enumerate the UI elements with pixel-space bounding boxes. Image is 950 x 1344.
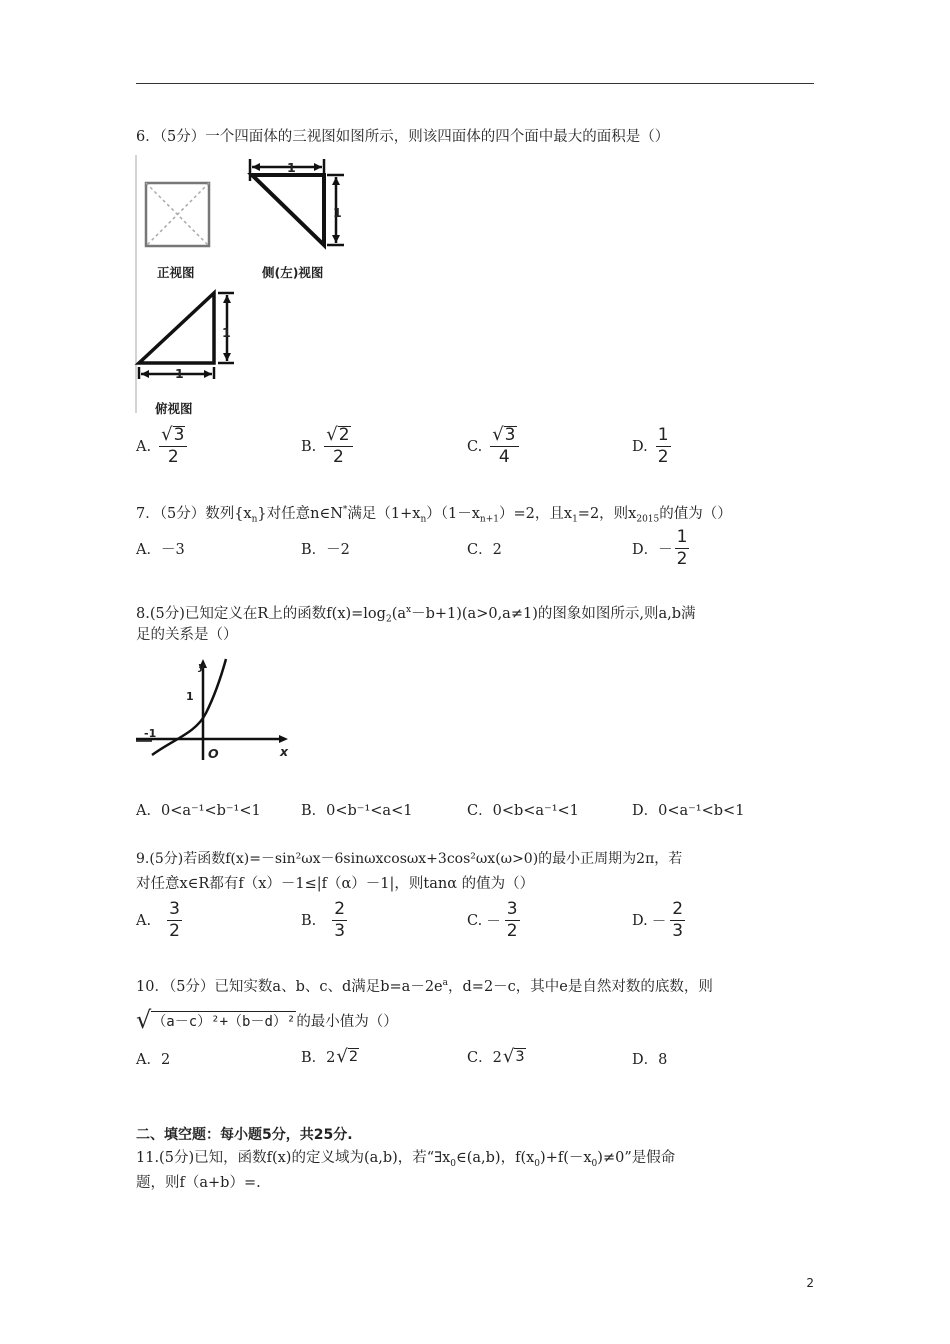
fraction: $\frac{1}{2}$ bbox=[676, 527, 688, 569]
q10-option-c[interactable]: C．2 √ 3 bbox=[467, 1045, 525, 1067]
question-7-text: 7．（5分）数列$\{x_n\}$对任意n∈N*满足$(1+x_n)(1-x_{n+1})=2$，且$x_1=2$，则$x_{2015}$的值为（） bbox=[136, 505, 732, 525]
fraction: $\frac{3}{2}$ bbox=[506, 899, 518, 941]
graph-y-label: y bbox=[198, 660, 206, 673]
side-view-drawing bbox=[250, 159, 344, 245]
q10-option-a[interactable]: A．2 bbox=[136, 1052, 171, 1068]
top-height-dim-label: 1 bbox=[222, 325, 231, 340]
q7-option-a[interactable]: A．－3 bbox=[136, 542, 185, 558]
q6-option-b[interactable]: B. √ 2 2 bbox=[301, 426, 353, 467]
side-top-dim-label: 1 bbox=[287, 160, 296, 175]
front-view-caption: 正视图 bbox=[157, 265, 195, 280]
q9-option-a[interactable]: A. $\frac{3}{2}$ bbox=[136, 899, 180, 941]
q9-option-b[interactable]: B. $\frac{2}{3}$ bbox=[301, 899, 346, 941]
header-rule bbox=[136, 83, 814, 84]
sqrt: √ 3 bbox=[502, 1045, 525, 1067]
side-height-dim-label: 1 bbox=[333, 205, 342, 220]
question-8-line-2: 足的关系是（） bbox=[136, 627, 238, 643]
q6-option-c[interactable]: C. √ 3 4 bbox=[467, 426, 519, 467]
top-view-drawing bbox=[139, 293, 234, 379]
fraction: $\frac{3}{2}$ bbox=[169, 899, 180, 941]
q10-option-d[interactable]: D．8 bbox=[632, 1052, 668, 1068]
fraction: √ 3 4 bbox=[490, 426, 518, 467]
q8-option-b[interactable]: B．0<b⁻¹<a<1 bbox=[301, 803, 413, 819]
question-10-line-2: √ （a－c）²+（b－d）² 的最小值为（） bbox=[136, 1006, 398, 1034]
question-6-text: 6．（5分）一个四面体的三视图如图所示，则该四面体的四个面中最大的面积是（） bbox=[136, 129, 670, 145]
q7-option-d[interactable]: D．－ $\frac{1}{2}$ bbox=[632, 527, 688, 569]
question-11-line-2: 题，则f（a+b）=. bbox=[136, 1175, 261, 1191]
q8-option-d[interactable]: D．0<a⁻¹<b<1 bbox=[632, 803, 745, 819]
q7-option-c[interactable]: C．2 bbox=[467, 542, 502, 558]
q8-option-c[interactable]: C．0<b<a⁻¹<1 bbox=[467, 803, 579, 819]
q9-option-c[interactable]: C. － $\frac{3}{2}$ bbox=[467, 899, 518, 941]
graph-neg1-label: -1 bbox=[144, 727, 157, 740]
question-9-line-2: 对任意x∈R都有f（x）－1≤|f（α）－1|，则tanα 的值为（） bbox=[136, 876, 535, 892]
front-view-drawing bbox=[146, 183, 209, 246]
fraction: $\frac{2}{3}$ bbox=[334, 899, 346, 941]
q8-option-a[interactable]: A．0<a⁻¹<b⁻¹<1 bbox=[136, 803, 261, 819]
q7-option-b[interactable]: B．－2 bbox=[301, 542, 350, 558]
q10-option-b[interactable]: B．2 √ 2 bbox=[301, 1045, 359, 1067]
sqrt-expression: √ （a－c）²+（b－d）² bbox=[136, 1006, 296, 1034]
page-number: 2 bbox=[806, 1276, 814, 1290]
fraction: $\frac{1}{2}$ bbox=[657, 425, 669, 467]
question-8-line-1: 8.(5分)已知定义在R上的函数$f(x)=\log_2(a^x-b+1)(a>0,a\ne 1)$的图象如图所示,则a,b满 bbox=[136, 605, 696, 625]
q6-option-d[interactable]: D. $\frac{1}{2}$ bbox=[632, 425, 669, 467]
fraction: √ 2 2 bbox=[324, 426, 352, 467]
section-2-heading: 二、填空题：每小题5分，共25分. bbox=[136, 1127, 353, 1143]
graph-1-label: 1 bbox=[186, 690, 194, 703]
fraction: √ 3 2 bbox=[159, 426, 187, 467]
sqrt: √ 2 bbox=[336, 1045, 359, 1067]
graph-x-label: x bbox=[280, 744, 289, 759]
question-10-line-1: 10．（5分）已知实数a、b、c、d满足$b=a-2e^a$，d=2－c，其中e是自然对数的底数，则 bbox=[136, 978, 713, 995]
q9-option-d[interactable]: D. － $\frac{2}{3}$ bbox=[632, 899, 684, 941]
three-view-figure bbox=[134, 155, 354, 417]
question-11-line-1: 11.(5分)已知，函数f(x)的定义域为(a,b)，若“$\exists x_0\in(a,b)$，$f(x_0)+f(-x_0)\ne 0$”是假命 bbox=[136, 1150, 676, 1169]
fraction: $\frac{2}{3}$ bbox=[672, 899, 684, 941]
side-view-caption: 侧(左)视图 bbox=[262, 265, 324, 280]
question-9-line-1: 9.(5分)若函数f(x)=－sin²ωx－6sinωxcosωx+3cos²ωx(ω>0)的最小正周期为2π，若 bbox=[136, 851, 683, 867]
top-width-dim-label: 1 bbox=[175, 366, 184, 381]
top-view-caption: 俯视图 bbox=[155, 401, 193, 416]
graph-origin-label: O bbox=[208, 746, 219, 761]
q6-option-a[interactable]: A. √ 3 2 bbox=[136, 426, 187, 467]
